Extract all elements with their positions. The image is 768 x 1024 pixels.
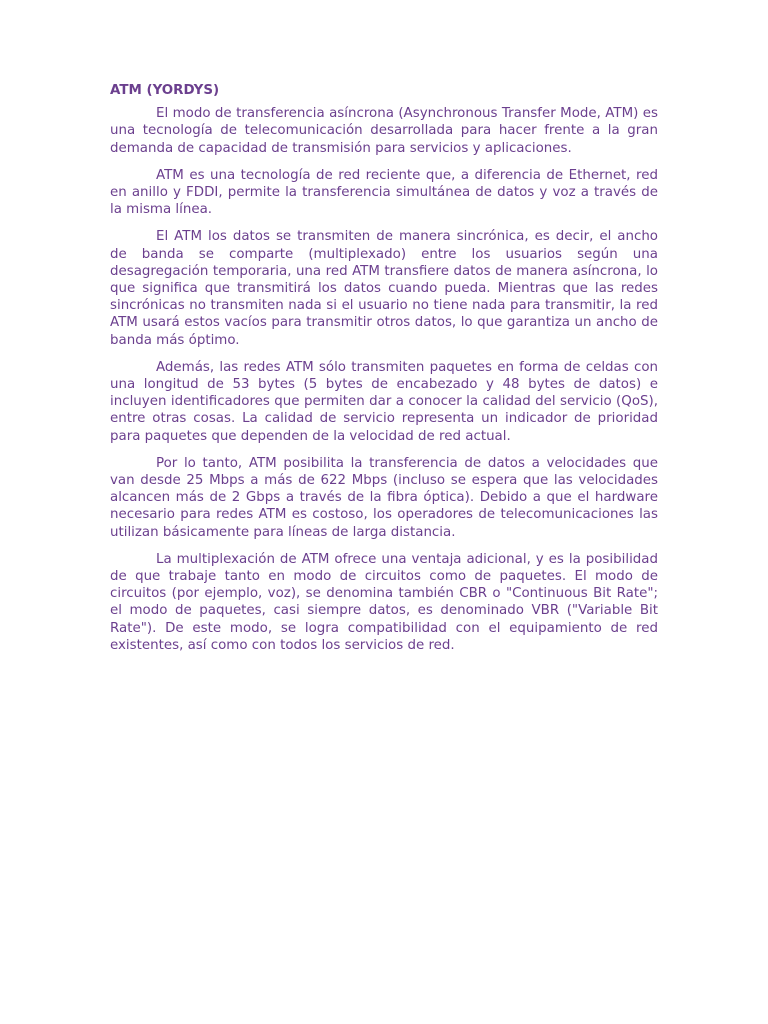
paragraph-comparison: ATM es una tecnología de red reciente que, a diferencia de Ethernet, red en anillo y FDDI, permite la transferencia simultánea de datos y voz a través de la misma línea. [110,167,658,218]
paragraph-multiplexing: La multiplexación de ATM ofrece una ventaja adicional, y es la posibilidad de que trabaje tanto en modo de circuitos como de paquetes. El modo de circuitos (por ejemplo, voz), se denomina también CBR o "Continuous Bit Rate"; el modo de paquetes, casi siempre datos, es denominado VBR ("Variable Bit Rate"). De este modo, se logra compatibilidad con el equipamiento de red existentes, así como con todos los servicios de red. [110,551,658,653]
paragraph-speeds: Por lo tanto, ATM posibilita la transferencia de datos a velocidades que van desde 25 Mbps a más de 622 Mbps (incluso se espera que las velocidades alcancen más de 2 Gbps a través de la fibra óptica). Debido a que el hardware necesario para redes ATM es costoso, los operadores de telecomunicaciones las utilizan básicamente para líneas de larga distancia. [110,455,658,540]
paragraph-definition: El modo de transferencia asíncrona (Asynchronous Transfer Mode, ATM) es una tecnología de telecomunicación desarrollada para hacer frente a la gran demanda de capacidad de transmisión para servicios y aplicaciones. [110,106,658,156]
paragraph-cells: Además, las redes ATM sólo transmiten paquetes en forma de celdas con una longitud de 53 bytes (5 bytes de encabezado y 48 bytes de datos) e incluyen identificadores que permiten dar a conocer la calidad del servicio (QoS), entre otras cosas. La calidad de servicio representa un indicador de prioridad para paquetes que dependen de la velocidad de red actual. [110,359,658,444]
paragraph-transmission: El ATM los datos se transmiten de manera sincrónica, es decir, el ancho de banda se comparte (multiplexado) entre los usuarios según una desagregación temporaria, una red ATM transfiere datos de manera asíncrona, lo que significa que transmitirá los datos cuando pueda. Mientras que las redes sincrónicas no transmiten nada si el usuario no tiene nada para transmitir, la red ATM usará estos vacíos para transmitir otros datos, lo que garantiza un ancho de banda más óptimo. [110,229,658,348]
document-title: ATM (YORDYS) [110,83,220,98]
document-page [110,82,658,664]
